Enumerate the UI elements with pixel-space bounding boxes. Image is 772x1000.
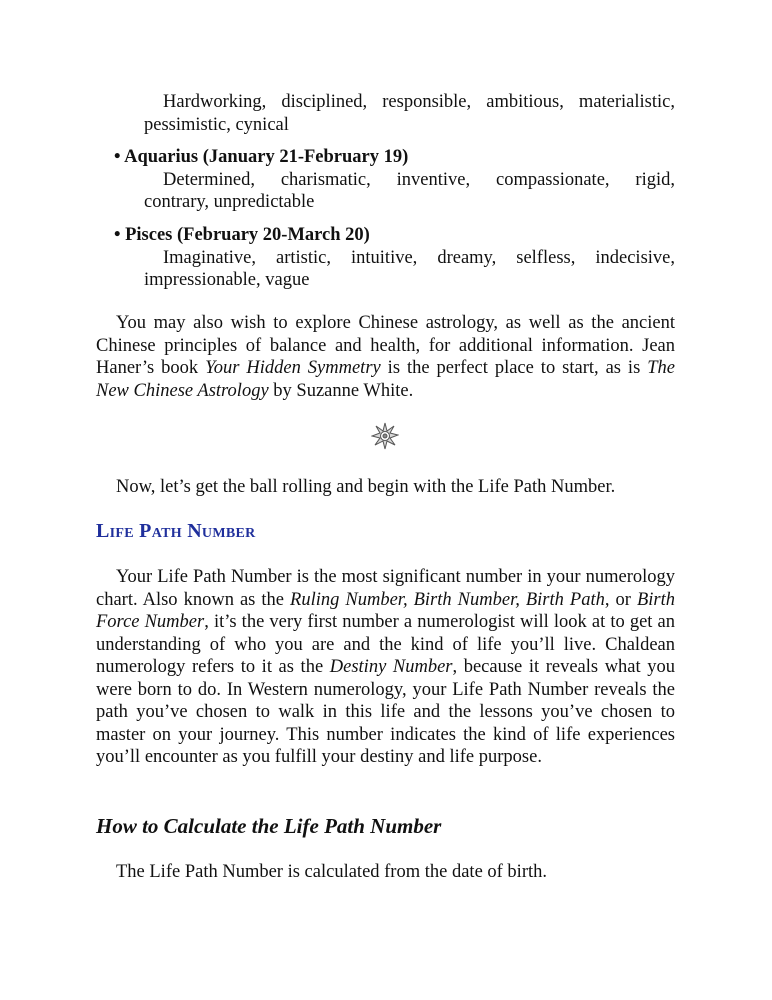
pisces-traits-line2: impressionable, vague [144,270,310,290]
bullet-icon: • [114,147,121,167]
capricorn-traits [96,91,675,136]
chinese-astrology-paragraph: You may also wish to explore Chinese astrology, as well as the ancient Chinese principles of balance and health, for additional information. Jean Haner’s book Your Hidden Symmetry is the perfect place to start, as is The New Chinese Astrology by Suzanne White. [96,313,675,401]
pisces-heading [96,224,675,247]
life-path-paragraph: Your Life Path Number is the most significant number in your numerology chart. Also known as the Ruling Number, Birth Number, Birth Path, or Birth Force Number, it’s the very first number a numerologist will look at to get an understanding of who you are and the kind of life you’ll live. Chaldean numerology refers to it as the Destiny Number, because it reveals what you were born to do. In Western numerology, your Life Path Number reveals the path you’ve chosen to walk in this life and the lessons you’ve chosen to master on your journey. This number indicates the kind of life experiences you’ll encounter as you fulfill your destiny and life purpose. [96,567,676,767]
aquarius-traits-line2: contrary, unpredictable [144,192,315,212]
pisces-entry [96,224,675,292]
capricorn-traits-line1: Hardworking, disciplined, responsible, ambitious, materialistic, [163,92,675,112]
calculation-paragraph: The Life Path Number is calculated from the date of birth. [116,862,548,882]
life-path-intro-line: Now, let’s get the ball rolling and begin with the Life Path Number. [116,477,616,497]
pisces-traits-line1: Imaginative, artistic, intuitive, dreamy, selfless, indecisive, [163,247,675,268]
bullet-icon: • [114,225,121,245]
book-title-hidden-symmetry: Your Hidden Symmetry [205,358,381,378]
capricorn-traits-line2: pessimistic, cynical [144,114,289,135]
section-title: Life Path Number [96,520,256,542]
aquarius-traits-line1: Determined, charismatic, inventive, compassionate, rigid, [163,169,675,190]
aquarius-entry [96,146,675,214]
pisces-heading-text: Pisces (February 20-March 20) [125,225,370,245]
subsection-title: How to Calculate the Life Path Number [96,814,442,838]
aquarius-heading [96,146,675,169]
aquarius-heading-text: Aquarius (January 21-February 19) [124,147,409,167]
book-title-new-chinese-astrology: The New Chinese Astrology [96,358,675,401]
sun-star-icon [371,422,399,450]
